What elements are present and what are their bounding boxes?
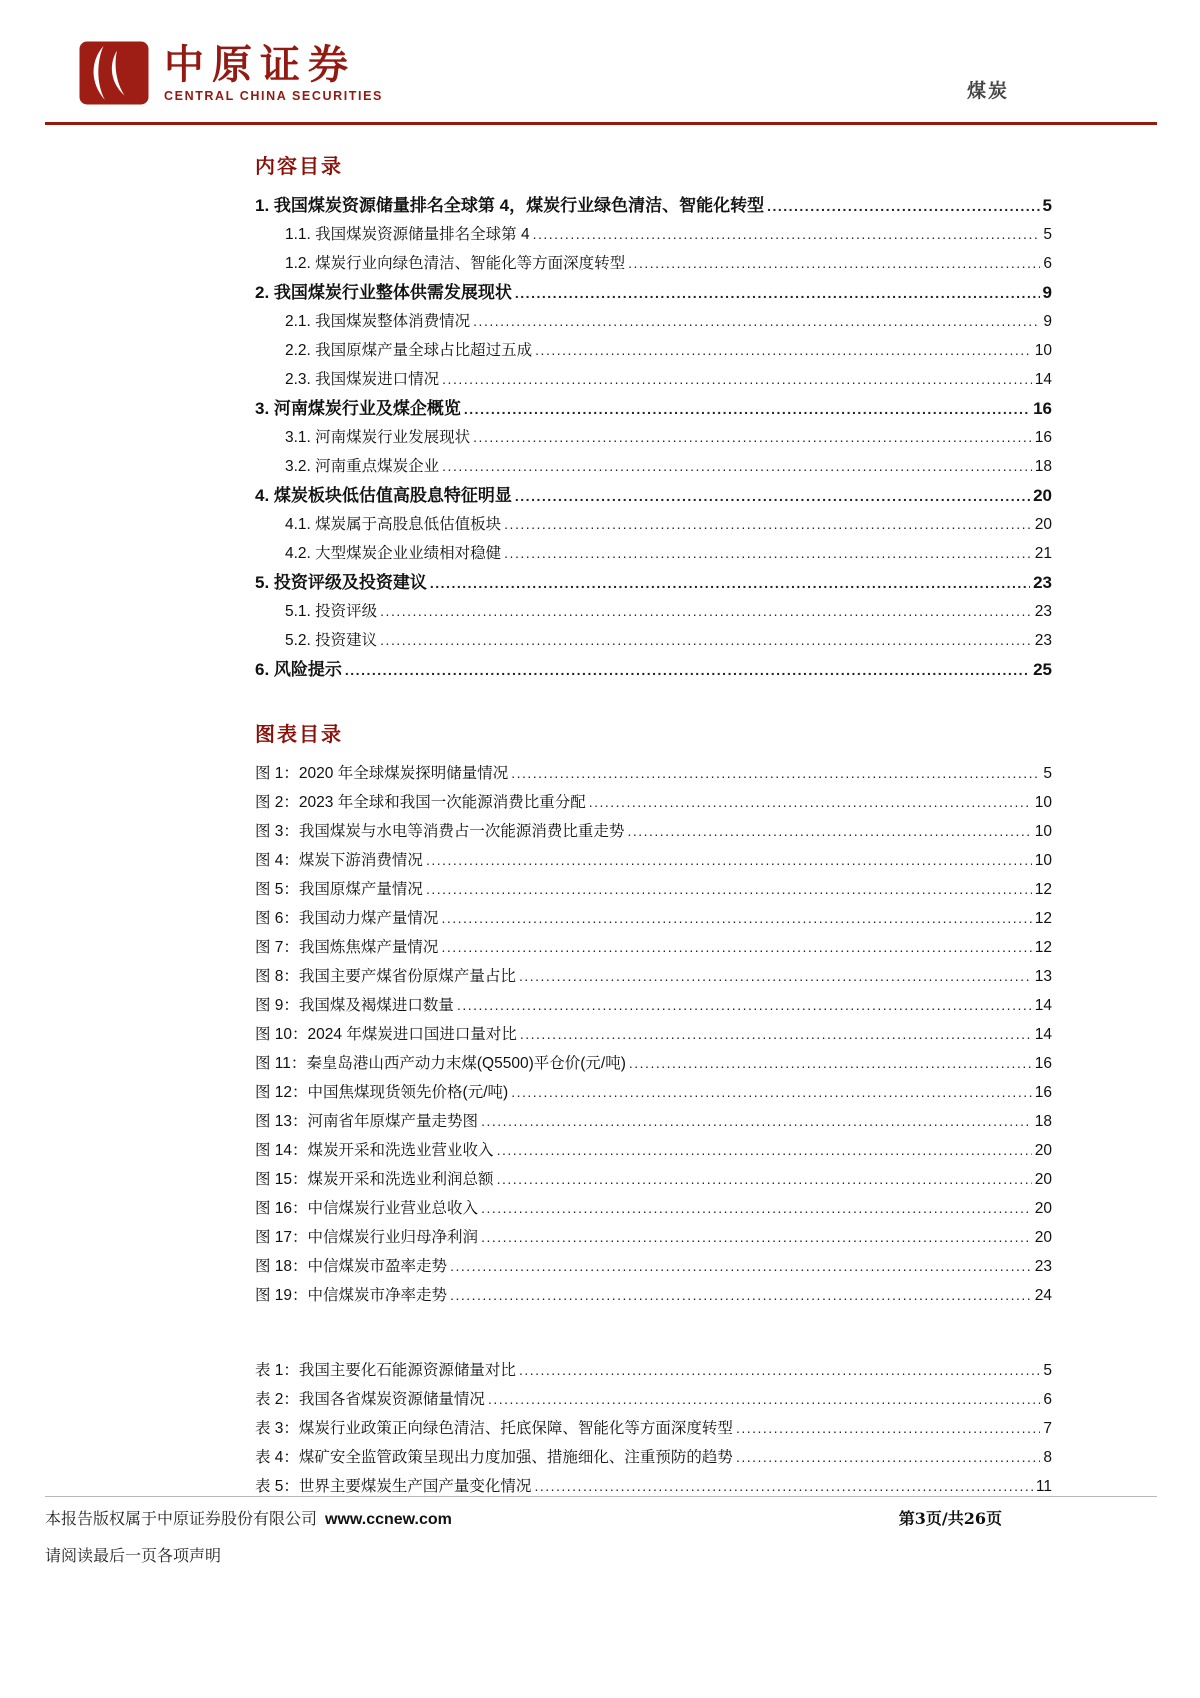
figure-entry-page: 14 bbox=[1034, 997, 1052, 1014]
report-category: 煤炭 bbox=[966, 81, 1009, 102]
toc-entry[interactable] bbox=[255, 220, 1052, 249]
figure-entry-label: 图 1：2020 年全球煤炭探明储量情况 bbox=[255, 765, 509, 782]
figure-entry[interactable] bbox=[255, 1049, 1052, 1078]
figure-entry-label: 图 18：中信煤炭市盈率走势 bbox=[255, 1258, 448, 1275]
table-entry-label: 表 4：煤矿安全监管政策呈现出力度加强、措施细化、注重预防的趋势 bbox=[255, 1449, 733, 1466]
table-entry-label: 表 3：煤炭行业政策正向绿色清洁、托底保障、智能化等方面深度转型 bbox=[255, 1420, 733, 1437]
figure-entry[interactable] bbox=[255, 788, 1052, 817]
toc-entry[interactable] bbox=[255, 597, 1052, 626]
dot-leader bbox=[629, 1049, 1032, 1078]
dot-leader bbox=[519, 1356, 1040, 1385]
figure-entry-page: 14 bbox=[1034, 1026, 1052, 1043]
toc-entry[interactable] bbox=[255, 452, 1052, 481]
figure-entry-page: 12 bbox=[1034, 881, 1052, 898]
figure-entry[interactable] bbox=[255, 991, 1052, 1020]
spacer bbox=[255, 1310, 1052, 1356]
toc-entry-label: 5.1. 投资评级 bbox=[285, 603, 378, 620]
dot-leader bbox=[488, 1385, 1040, 1414]
toc-entry[interactable] bbox=[255, 307, 1052, 336]
toc-entry-label: 3.2. 河南重点煤炭企业 bbox=[285, 458, 440, 475]
dot-leader bbox=[627, 817, 1031, 846]
footer-copyright bbox=[45, 1506, 452, 1529]
toc-entry-label: 3. 河南煤炭行业及煤企概览 bbox=[255, 399, 461, 418]
dot-leader bbox=[345, 655, 1030, 685]
toc-entry-page: 16 bbox=[1034, 429, 1052, 446]
footer-disclaimer: 请阅读最后一页各项声明 bbox=[45, 1546, 222, 1565]
figure-entry[interactable] bbox=[255, 1078, 1052, 1107]
dot-leader bbox=[520, 1020, 1032, 1049]
dot-leader bbox=[519, 962, 1032, 991]
figure-entry[interactable] bbox=[255, 846, 1052, 875]
toc-entry-label: 4. 煤炭板块低估值高股息特征明显 bbox=[255, 486, 512, 505]
dot-leader bbox=[450, 1281, 1032, 1310]
figure-entry[interactable] bbox=[255, 1281, 1052, 1310]
figure-entry-page: 10 bbox=[1034, 794, 1052, 811]
dot-leader bbox=[504, 539, 1032, 568]
figure-entry[interactable] bbox=[255, 1165, 1052, 1194]
dot-leader bbox=[473, 307, 1040, 336]
figure-entry-page: 12 bbox=[1034, 939, 1052, 956]
table-entry-label: 表 1：我国主要化石能源资源储量对比 bbox=[255, 1362, 516, 1379]
figure-entry[interactable] bbox=[255, 962, 1052, 991]
toc-entry-label: 3.1. 河南煤炭行业发展现状 bbox=[285, 429, 471, 446]
toc-entry[interactable] bbox=[255, 394, 1052, 423]
table-entry[interactable] bbox=[255, 1356, 1052, 1385]
toc-entry-label: 2. 我国煤炭行业整体供需发展现状 bbox=[255, 283, 512, 302]
figure-entry[interactable] bbox=[255, 1020, 1052, 1049]
figure-list bbox=[255, 759, 1052, 1310]
toc-entry-page: 6 bbox=[1043, 255, 1052, 272]
figure-entry[interactable] bbox=[255, 1136, 1052, 1165]
dot-leader bbox=[442, 365, 1032, 394]
toc-entry-page: 21 bbox=[1034, 545, 1052, 562]
figure-entry-label: 图 17：中信煤炭行业归母净利润 bbox=[255, 1229, 479, 1246]
figure-entry[interactable] bbox=[255, 1252, 1052, 1281]
toc-entry-label: 1.1. 我国煤炭资源储量排名全球第 4 bbox=[285, 226, 530, 243]
toc-entry-page: 14 bbox=[1034, 371, 1052, 388]
figure-entry-page: 10 bbox=[1034, 823, 1052, 840]
dot-leader bbox=[767, 191, 1039, 221]
toc-entry[interactable] bbox=[255, 481, 1052, 510]
figure-entry[interactable] bbox=[255, 1194, 1052, 1223]
toc-entry-label: 4.2. 大型煤炭企业业绩相对稳健 bbox=[285, 545, 502, 562]
dot-leader bbox=[426, 875, 1032, 904]
dot-leader bbox=[511, 759, 1040, 788]
toc-entry-label: 1.2. 煤炭行业向绿色清洁、智能化等方面深度转型 bbox=[285, 255, 626, 272]
table-entry-page: 7 bbox=[1043, 1420, 1052, 1437]
toc-entry-label: 2.1. 我国煤炭整体消费情况 bbox=[285, 313, 471, 330]
dot-leader bbox=[441, 933, 1031, 962]
dot-leader bbox=[535, 336, 1032, 365]
footer-copyright-text: 本报告版权属于中原证券股份有限公司 bbox=[45, 1509, 318, 1528]
toc-entry[interactable] bbox=[255, 510, 1052, 539]
figure-entry-page: 24 bbox=[1034, 1287, 1052, 1304]
figure-entry-page: 5 bbox=[1043, 765, 1052, 782]
toc-entry-label: 5. 投资评级及投资建议 bbox=[255, 573, 427, 592]
toc-entry-page: 20 bbox=[1033, 486, 1052, 505]
table-entry-page: 6 bbox=[1043, 1391, 1052, 1408]
figure-entry-page: 20 bbox=[1034, 1229, 1052, 1246]
toc-entry-page: 23 bbox=[1034, 603, 1052, 620]
toc-entry-label: 6. 风险提示 bbox=[255, 660, 342, 679]
toc-entry-label: 2.2. 我国原煤产量全球占比超过五成 bbox=[285, 342, 533, 359]
ccs-logo-icon bbox=[78, 40, 150, 106]
figure-entry[interactable] bbox=[255, 1223, 1052, 1252]
figure-entry-label: 图 10：2024 年煤炭进口国进口量对比 bbox=[255, 1026, 517, 1043]
toc-entry-page: 18 bbox=[1034, 458, 1052, 475]
figure-entry-label: 图 12：中国焦煤现货领先价格(元/吨) bbox=[255, 1084, 509, 1101]
figure-entry-label: 图 15：煤炭开采和洗选业利润总额 bbox=[255, 1171, 494, 1188]
dot-leader bbox=[481, 1107, 1032, 1136]
toc-entry[interactable] bbox=[255, 278, 1052, 307]
figure-entry-label: 图 14：煤炭开采和洗选业营业收入 bbox=[255, 1142, 494, 1159]
figure-entry-label: 图 5：我国原煤产量情况 bbox=[255, 881, 423, 898]
dot-leader bbox=[473, 423, 1032, 452]
toc-entry[interactable] bbox=[255, 249, 1052, 278]
dot-leader bbox=[380, 597, 1032, 626]
figure-entry-page: 13 bbox=[1034, 968, 1052, 985]
figure-entry[interactable] bbox=[255, 1107, 1052, 1136]
toc-entry-label: 2.3. 我国煤炭进口情况 bbox=[285, 371, 440, 388]
figure-entry-label: 图 7：我国炼焦煤产量情况 bbox=[255, 939, 439, 956]
dot-leader bbox=[380, 626, 1032, 655]
toc-entry-page: 25 bbox=[1033, 660, 1052, 679]
figure-entry[interactable] bbox=[255, 875, 1052, 904]
dot-leader bbox=[515, 481, 1030, 511]
dot-leader bbox=[464, 394, 1030, 424]
toc-entry-page: 9 bbox=[1043, 313, 1052, 330]
dot-leader bbox=[736, 1443, 1040, 1472]
toc-entry[interactable] bbox=[255, 568, 1052, 597]
dot-leader bbox=[441, 904, 1031, 933]
table-entry-label: 表 5：世界主要煤炭生产国产量变化情况 bbox=[255, 1478, 532, 1495]
figure-entry-label: 图 19：中信煤炭市净率走势 bbox=[255, 1287, 448, 1304]
figure-entry-label: 图 9：我国煤及褐煤进口数量 bbox=[255, 997, 454, 1014]
page-header bbox=[78, 40, 1157, 120]
figure-entry-page: 18 bbox=[1034, 1113, 1052, 1130]
figure-entry[interactable] bbox=[255, 904, 1052, 933]
figure-entry-page: 16 bbox=[1034, 1055, 1052, 1072]
dot-leader bbox=[497, 1136, 1032, 1165]
figure-entry-page: 20 bbox=[1034, 1200, 1052, 1217]
toc-entry[interactable] bbox=[255, 336, 1052, 365]
dot-leader bbox=[589, 788, 1032, 817]
footer-page-number: 第3页/共26页 bbox=[898, 1509, 1002, 1528]
figure-entry[interactable] bbox=[255, 759, 1052, 788]
figure-entry-label: 图 4：煤炭下游消费情况 bbox=[255, 852, 423, 869]
footer-divider bbox=[45, 1496, 1157, 1497]
toc-entry-page: 5 bbox=[1043, 226, 1052, 243]
table-list bbox=[255, 1356, 1052, 1501]
toc-entry-page: 9 bbox=[1042, 283, 1052, 302]
brand-name-en: CENTRAL CHINA SECURITIES bbox=[164, 89, 383, 103]
toc-entry[interactable] bbox=[255, 365, 1052, 394]
table-entry[interactable] bbox=[255, 1385, 1052, 1414]
header-divider bbox=[45, 122, 1157, 125]
toc-title: 内容目录 bbox=[255, 156, 343, 178]
table-entry-page: 8 bbox=[1043, 1449, 1052, 1466]
figure-entry[interactable] bbox=[255, 933, 1052, 962]
dot-leader bbox=[736, 1414, 1040, 1443]
toc-entry-page: 23 bbox=[1034, 632, 1052, 649]
figure-entry-label: 图 3：我国煤炭与水电等消费占一次能源消费比重走势 bbox=[255, 823, 625, 840]
table-entry[interactable] bbox=[255, 1414, 1052, 1443]
figure-entry-label: 图 11：秦皇岛港山西产动力末煤(Q5500)平仓价(元/吨) bbox=[255, 1055, 626, 1072]
dot-leader bbox=[515, 278, 1040, 308]
figure-entry-label: 图 16：中信煤炭行业营业总收入 bbox=[255, 1200, 479, 1217]
dot-leader bbox=[497, 1165, 1032, 1194]
toc-entry[interactable] bbox=[255, 655, 1052, 684]
toc-entry-page: 16 bbox=[1033, 399, 1052, 418]
dot-leader bbox=[426, 846, 1032, 875]
figure-entry-page: 23 bbox=[1034, 1258, 1052, 1275]
figure-entry-label: 图 2：2023 年全球和我国一次能源消费比重分配 bbox=[255, 794, 586, 811]
footer-url-link[interactable]: www.ccnew.com bbox=[325, 1511, 452, 1528]
figure-entry-label: 图 8：我国主要产煤省份原煤产量占比 bbox=[255, 968, 516, 985]
figure-entry-label: 图 6：我国动力煤产量情况 bbox=[255, 910, 439, 927]
figures-title: 图表目录 bbox=[255, 724, 343, 746]
dot-leader bbox=[628, 249, 1040, 278]
toc-entry-page: 20 bbox=[1034, 516, 1052, 533]
toc-entry-label: 5.2. 投资建议 bbox=[285, 632, 378, 649]
toc-entry[interactable] bbox=[255, 539, 1052, 568]
dot-leader bbox=[481, 1194, 1032, 1223]
toc-entry-label: 1. 我国煤炭资源储量排名全球第 4，煤炭行业绿色清洁、智能化转型 bbox=[255, 196, 765, 215]
dot-leader bbox=[442, 452, 1032, 481]
toc-entry-label: 4.1. 煤炭属于高股息低估值板块 bbox=[285, 516, 502, 533]
toc-entry-page: 5 bbox=[1042, 196, 1052, 215]
figure-entry-page: 12 bbox=[1034, 910, 1052, 927]
brand-name-cn: 中原证券 bbox=[164, 41, 356, 88]
dot-leader bbox=[511, 1078, 1032, 1107]
toc-entry[interactable] bbox=[255, 191, 1052, 220]
toc-list bbox=[255, 191, 1052, 684]
dot-leader bbox=[450, 1252, 1032, 1281]
figure-entry-page: 10 bbox=[1034, 852, 1052, 869]
dot-leader bbox=[457, 991, 1032, 1020]
dot-leader bbox=[504, 510, 1032, 539]
figure-entry-label: 图 13：河南省年原煤产量走势图 bbox=[255, 1113, 479, 1130]
toc-entry[interactable] bbox=[255, 626, 1052, 655]
toc-content bbox=[255, 150, 1052, 1501]
toc-entry-page: 10 bbox=[1034, 342, 1052, 359]
figure-entry-page: 16 bbox=[1034, 1084, 1052, 1101]
dot-leader bbox=[481, 1223, 1032, 1252]
table-entry-page: 5 bbox=[1043, 1362, 1052, 1379]
figure-entry-page: 20 bbox=[1034, 1171, 1052, 1188]
table-entry-label: 表 2：我国各省煤炭资源储量情况 bbox=[255, 1391, 485, 1408]
figure-entry-page: 20 bbox=[1034, 1142, 1052, 1159]
dot-leader bbox=[430, 568, 1030, 598]
brand-text bbox=[164, 43, 383, 103]
table-entry[interactable] bbox=[255, 1443, 1052, 1472]
toc-entry-page: 23 bbox=[1033, 573, 1052, 592]
toc-entry[interactable] bbox=[255, 423, 1052, 452]
table-entry-page: 11 bbox=[1035, 1478, 1052, 1495]
figure-entry[interactable] bbox=[255, 817, 1052, 846]
dot-leader bbox=[533, 220, 1041, 249]
